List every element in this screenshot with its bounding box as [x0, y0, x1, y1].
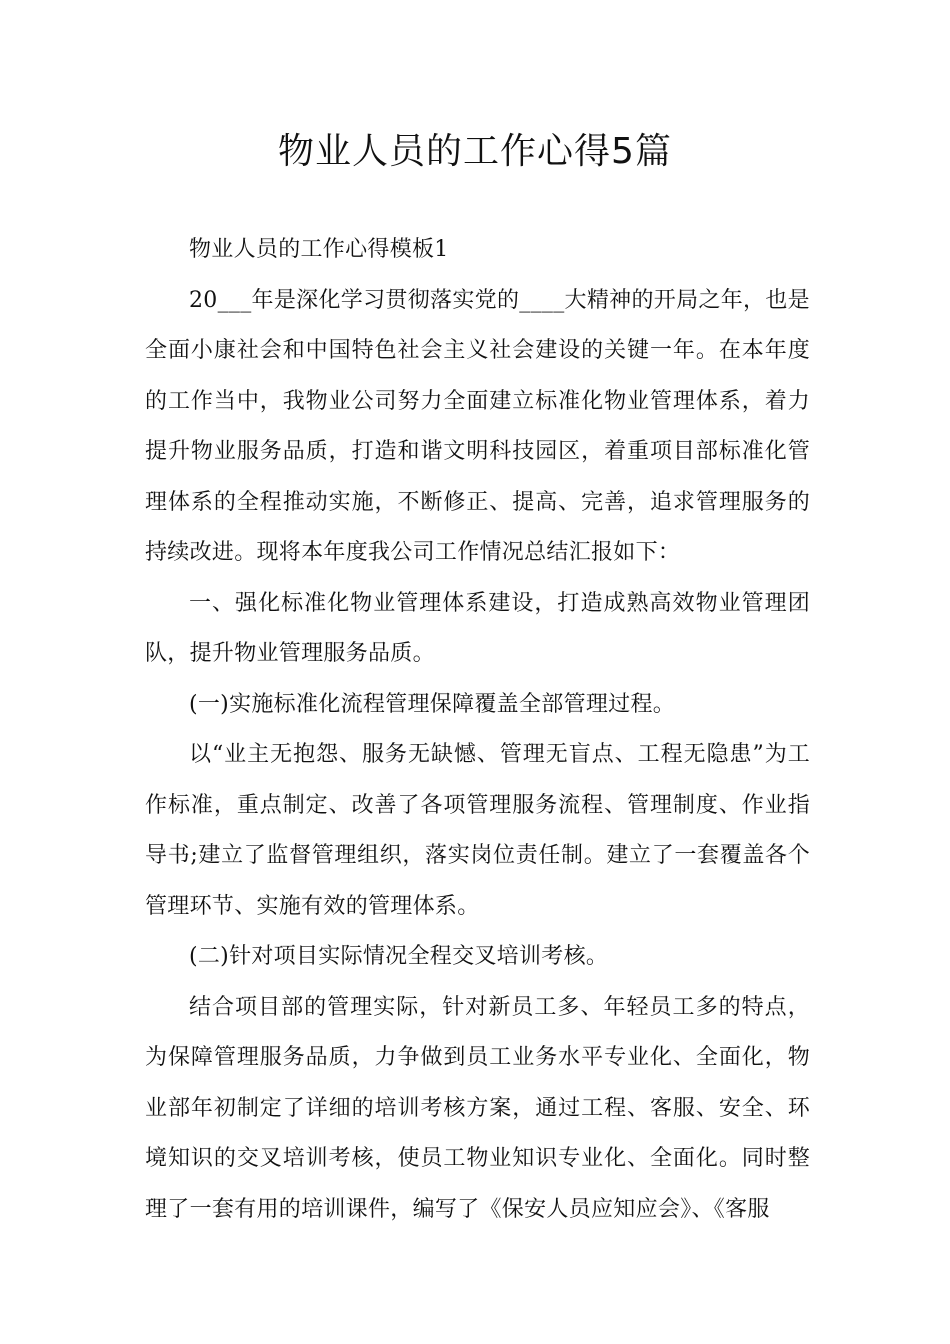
- paragraph-intro: 20___年是深化学习贯彻落实党的____大精神的开局之年，也是全面小康社会和中国特色社会主义社会建设的关键一年。在本年度的工作当中，我物业公司努力全面建立标准化物业管理体系，着力提升物业服务品质，打造和谐文明科技园区，着重项目部标准化管理体系的全程推动实施，不断修正、提高、完善，追求管理服务的持续改进。现将本年度我公司工作情况总结汇报如下：: [145, 287, 810, 565]
- subsection-heading-2: (二)针对项目实际情况全程交叉培训考核。: [189, 944, 609, 969]
- section-heading-template-1: 物业人员的工作心得模板1: [189, 237, 449, 262]
- document-title: 物业人员的工作心得5篇: [278, 131, 672, 172]
- document-body: [145, 225, 810, 1235]
- subsection-heading-1: (一)实施标准化流程管理保障覆盖全部管理过程。: [189, 691, 676, 717]
- paragraph-training: 结合项目部的管理实际，针对新员工多、年轻员工多的特点，为保障管理服务品质，力争做到员工业务水平专业化、全面化，物业部年初制定了详细的培训考核方案，通过工程、客服、安全、环境知识的交叉培训考核，使员工物业知识专业化、全面化。同时整理了一套有用的培训课件，编写了《保安人员应知应会》、《客服: [145, 994, 810, 1222]
- section-heading-1: 一、强化标准化物业管理体系建设，打造成熟高效物业管理团队，提升物业管理服务品质。: [145, 590, 810, 666]
- paragraph-standards: 以“业主无抱怨、服务无缺憾、管理无盲点、工程无隐患”为工作标准，重点制定、改善了各项管理服务流程、管理制度、作业指导书;建立了监督管理组织，落实岗位责任制。建立了一套覆盖各个管理环节、实施有效的管理体系。: [145, 742, 810, 919]
